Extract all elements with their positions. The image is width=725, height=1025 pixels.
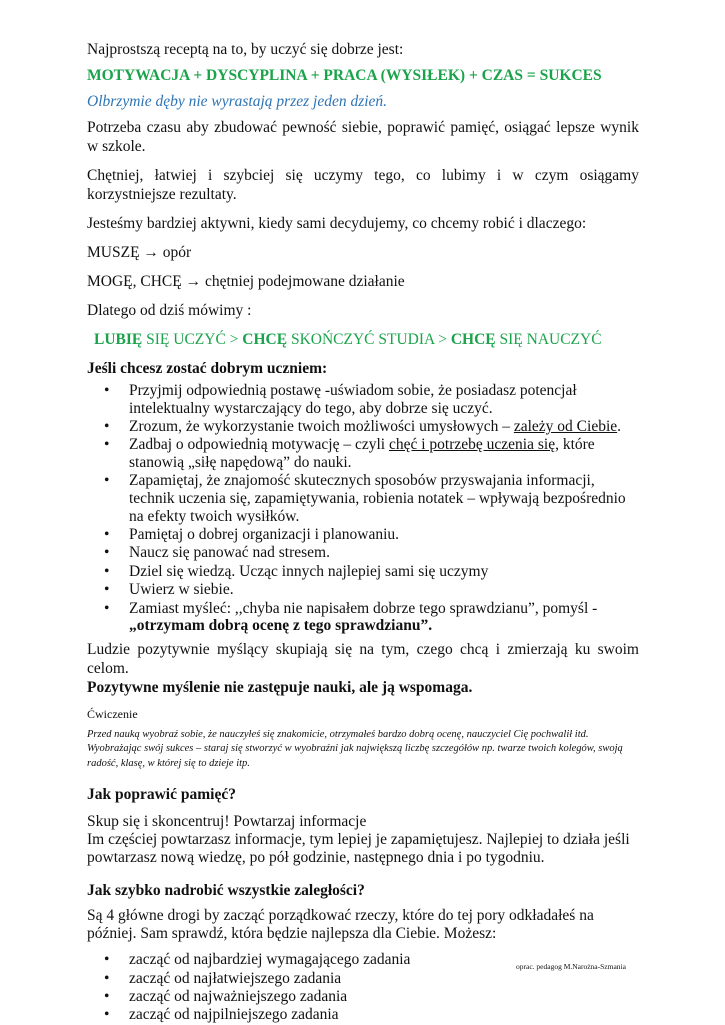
tip-underlined-text: zależy od Ciebie <box>513 417 618 435</box>
bullet-icon: • <box>104 562 110 580</box>
paragraph-results: Chętniej, łatwiej i szybciej się uczymy tego, co lubimy i w czym osiągamy korzystniejsze rezultaty. <box>87 167 639 203</box>
list-item <box>87 600 639 635</box>
bullet-icon: • <box>104 436 110 454</box>
bullet-icon: • <box>104 382 110 399</box>
memory-line-2: Im częściej powtarzasz informacje, tym lepiej je zapamiętujesz. Najlepiej to działa jeśli powtarzasz nową wiedzę, po pół godzinie, następnego dnia i po tygodniu. <box>87 831 630 867</box>
bullet-icon: • <box>104 417 110 435</box>
tip-text: Przyjmij odpowiednią postawę -uświadom sobie, że posiadasz potencjał intelektualny wystarczający do tego, aby dobrze się uczyć. <box>129 382 577 417</box>
heading-memory: Jak poprawić pamięć? <box>87 786 236 804</box>
bullet-icon: • <box>104 969 110 987</box>
tip-text: Zrozum, że wykorzystanie twoich możliwości umysłowych – <box>129 417 514 435</box>
tip-text: Zapamiętaj, że znajomość skutecznych sposobów przyswajania informacji, technik uczenia się, zapamiętywania, robienia notatek – wpływają bezpośrednio na efekty twoich wysiłków. <box>129 472 626 525</box>
positive-thinking-text: Ludzie pozytywnie myślący skupiają się na tym, czego chcą i zmierzają ku swoim celom. <box>87 640 639 677</box>
list-item <box>87 544 639 562</box>
tips-list <box>87 382 639 635</box>
list-item <box>87 472 639 525</box>
moge-line: MOGĘ, CHCĘ → chętniej podejmowane działanie <box>87 273 405 290</box>
list-item <box>87 1006 639 1024</box>
list-item <box>87 418 639 436</box>
backlog-item-text: zacząć od najpilniejszego zadania <box>129 1006 339 1024</box>
backlog-item-text: zacząć od najłatwiejszego zadania <box>129 969 342 987</box>
bullet-icon: • <box>104 581 110 599</box>
author-credit: oprac. pedagog M.Narożna-Szmania <box>516 962 626 971</box>
tip-text: . <box>617 417 622 435</box>
list-item <box>87 581 639 599</box>
paragraph-time: Potrzeba czasu aby zbudować pewność siebie, poprawić pamięć, osiągać lepsze wynik w szkole. <box>87 119 639 155</box>
bullet-icon: • <box>104 544 110 562</box>
bullet-icon: • <box>104 472 110 490</box>
list-item <box>87 988 639 1006</box>
bullet-icon: • <box>104 951 110 969</box>
tip-text: Pamiętaj o dobrej organizacji i planowaniu. <box>129 525 400 543</box>
list-item <box>87 436 639 471</box>
heading-good-student: Jeśli chcesz zostać dobrym uczniem: <box>87 360 328 377</box>
list-item <box>87 970 639 988</box>
positive-thinking-bold: Pozytywne myślenie nie zastępuje nauki, ale ją wspomaga. <box>87 678 473 696</box>
bullet-icon: • <box>104 1006 110 1024</box>
motto-word-lubie: LUBIĘ <box>94 331 143 348</box>
intro-text: Najprostszą receptą na to, by uczyć się dobrze jest: <box>87 41 404 58</box>
tip-text: Zadbaj o odpowiednią motywację – czyli <box>129 436 389 454</box>
list-item <box>87 526 639 544</box>
bullet-icon: • <box>104 599 110 617</box>
oak-quote: Olbrzymie dęby nie wyrastają przez jeden dzień. <box>87 93 388 110</box>
memory-line-1: Skup się i skoncentruj! Powtarzaj informacje <box>87 813 367 831</box>
tip-text: Naucz się panować nad stresem. <box>129 544 330 562</box>
motto-word-chce-2: CHCĘ <box>450 331 496 348</box>
tip-text: Dziel się wiedzą. Ucząc innych najlepiej sami się uczymy <box>129 562 489 580</box>
motto-line <box>94 330 639 349</box>
tip-text: , które stanowią „siłę napędową” do nauki. <box>129 436 595 471</box>
list-item <box>87 382 639 417</box>
backlog-intro: Są 4 główne drogi by zacząć porządkować rzeczy, które do tej pory odkładałeś na później. Sam sprawdź, która będzie najlepsza dla Ciebie. Możesz: <box>87 907 594 943</box>
list-item <box>87 563 639 581</box>
exercise-text: Przed nauką wyobraź sobie, że nauczyłeś się znakomicie, otrzymałeś bardzo dobrą ocenę, nauczyciel Cię pochwalił itd. Wyobrażając swój sukces – staraj się stworzyć w wyobraźni jak największą liczbę szczegółów np. twarze twoich kolegów, swoją radość, klasę, w której się to dzieje itp. <box>87 728 623 769</box>
heading-backlog: Jak szybko nadrobić wszystkie zaległości? <box>87 882 365 900</box>
musze-line: MUSZĘ → opór <box>87 244 192 261</box>
motto-word-chce-1: CHCĘ <box>242 331 288 348</box>
backlog-item-text: zacząć od najbardziej wymagającego zadania <box>129 951 411 969</box>
exercise-label: Ćwiczenie <box>87 706 138 721</box>
document-page <box>87 40 639 1025</box>
bullet-icon: • <box>104 525 110 543</box>
motto-text-3: SIĘ NAUCZYĆ <box>495 331 602 348</box>
tip-bold-text: „otrzymam dobrą ocenę z tego sprawdzianu”. <box>129 617 433 635</box>
success-formula: MOTYWACJA + DYSCYPLINA + PRACA (WYSIŁEK) + CZAS = SUKCES <box>87 67 602 84</box>
tip-text: Zamiast myśleć: ,,chyba nie napisałem dobrze tego sprawdzianu”, pomyśl - <box>129 599 598 617</box>
paragraph-active: Jesteśmy bardziej aktywni, kiedy sami decydujemy, co chcemy robić i dlaczego: <box>87 215 587 232</box>
backlog-item-text: zacząć od najważniejszego zadania <box>129 987 348 1005</box>
motto-text-2: SKOŃCZYĆ STUDIA > <box>287 331 451 348</box>
tip-text: Uwierz w siebie. <box>129 581 234 599</box>
dlatego-line: Dlatego od dziś mówimy : <box>87 302 252 319</box>
bullet-icon: • <box>104 987 110 1005</box>
motto-text-1: SIĘ UCZYĆ > <box>142 331 243 348</box>
tip-underlined-text: chęć i potrzebę uczenia się <box>388 436 556 454</box>
